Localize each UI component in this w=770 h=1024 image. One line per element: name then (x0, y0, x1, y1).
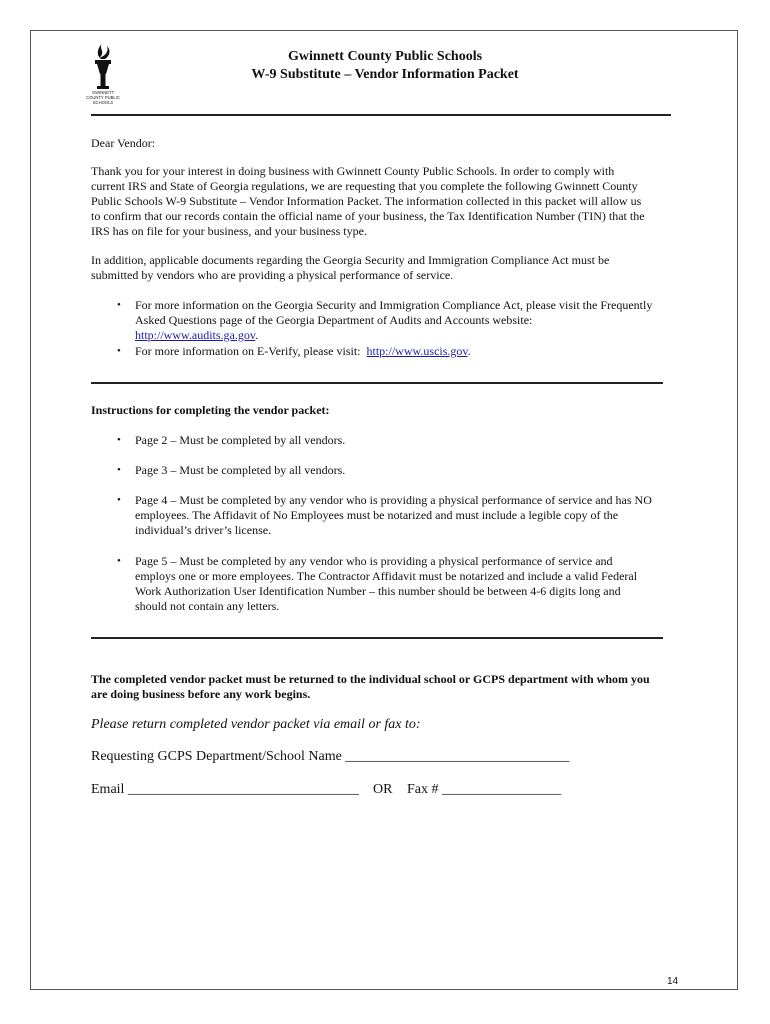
return-instructions: Please return completed vendor packet via email or fax to: (91, 717, 421, 732)
intro-paragraph-line: Public Schools W-9 Substitute – Vendor Information Packet. The information collected in this packet will allow us (91, 194, 642, 208)
instruction-item-line: Page 5 – Must be completed by any vendor who is providing a physical performance of service and (135, 554, 613, 568)
instruction-item-line: Work Authorization User Identification Number – this number should be between 4-6 digits long and (135, 584, 621, 598)
document-subtitle: W-9 Substitute – Vendor Information Packet (251, 67, 519, 82)
instruction-item-line: employees. The Affidavit of No Employees must be notarized and must include a legible copy of the (135, 508, 619, 522)
section-divider (91, 382, 663, 384)
everify-text: For more information on E-Verify, please visit: (135, 344, 367, 358)
intro-paragraph-line: to confirm that our records contain the official name of your business, the Tax Identification Number (TIN) that the (91, 209, 645, 223)
instructions-heading: Instructions for completing the vendor packet: (91, 403, 330, 417)
logo-caption: GWINNETT COUNTY PUBLIC SCHOOLS (86, 90, 120, 105)
torch-icon (85, 40, 121, 90)
instruction-item-line: should not contain any letters. (135, 599, 280, 613)
info-bullet-line (135, 328, 685, 343)
bullet-dot: • (117, 299, 121, 311)
bullet-dot: • (117, 494, 121, 506)
header-divider (91, 114, 671, 116)
return-notice-line: are doing business before any work begins. (91, 687, 311, 701)
bullet-dot: • (117, 345, 121, 357)
compliance-paragraph-line: In addition, applicable documents regarding the Georgia Security and Immigration Compliance Act must be (91, 253, 610, 267)
instruction-item-line: individual’s driver’s license. (135, 523, 272, 537)
period: . (255, 328, 259, 342)
audits-link[interactable]: http://www.audits.ga.gov (135, 328, 256, 342)
info-bullet-line (135, 344, 685, 359)
intro-paragraph-line: IRS has on file for your business, and your business type. (91, 224, 367, 238)
document-title: Gwinnett County Public Schools (287, 49, 483, 64)
info-bullet-line: Asked Questions page of the Georgia Department of Audits and Accounts website: (135, 313, 533, 327)
intro-paragraph-line: current IRS and State of Georgia regulations, we are requesting that you complete the following Gwinnett County (91, 179, 638, 193)
intro-paragraph-line: Thank you for your interest in doing business with Gwinnett County Public Schools. In order to comply with (91, 164, 615, 178)
department-name-field[interactable]: Requesting GCPS Department/School Name ________________________________ (91, 749, 570, 764)
section-divider (91, 637, 663, 639)
bullet-dot: • (117, 555, 121, 567)
instruction-item-line: employs one or more employees. The Contractor Affidavit must be notarized and include a valid Federal (135, 569, 638, 583)
greeting: Dear Vendor: (91, 136, 156, 150)
or-label: OR (373, 782, 393, 797)
bullet-dot: • (117, 434, 121, 446)
email-field[interactable]: Email _________________________________ (91, 782, 359, 797)
page-number: 14 (667, 976, 679, 987)
bullet-dot: • (117, 464, 121, 476)
period: . (467, 344, 471, 358)
uscis-link[interactable]: http://www.uscis.gov (366, 344, 468, 358)
info-bullet-line: For more information on the Georgia Security and Immigration Compliance Act, please visit the Frequently (135, 298, 653, 312)
fax-field[interactable]: Fax # _________________ (407, 782, 561, 797)
instruction-item: Page 2 – Must be completed by all vendors. (135, 433, 346, 447)
return-notice-line: The completed vendor packet must be returned to the individual school or GCPS department with whom you (91, 672, 650, 686)
instruction-item-line: Page 4 – Must be completed by any vendor who is providing a physical performance of service and has NO (135, 493, 652, 507)
instruction-item: Page 3 – Must be completed by all vendors. (135, 463, 346, 477)
compliance-paragraph-line: submitted by vendors who are providing a physical performance of service. (91, 268, 454, 282)
